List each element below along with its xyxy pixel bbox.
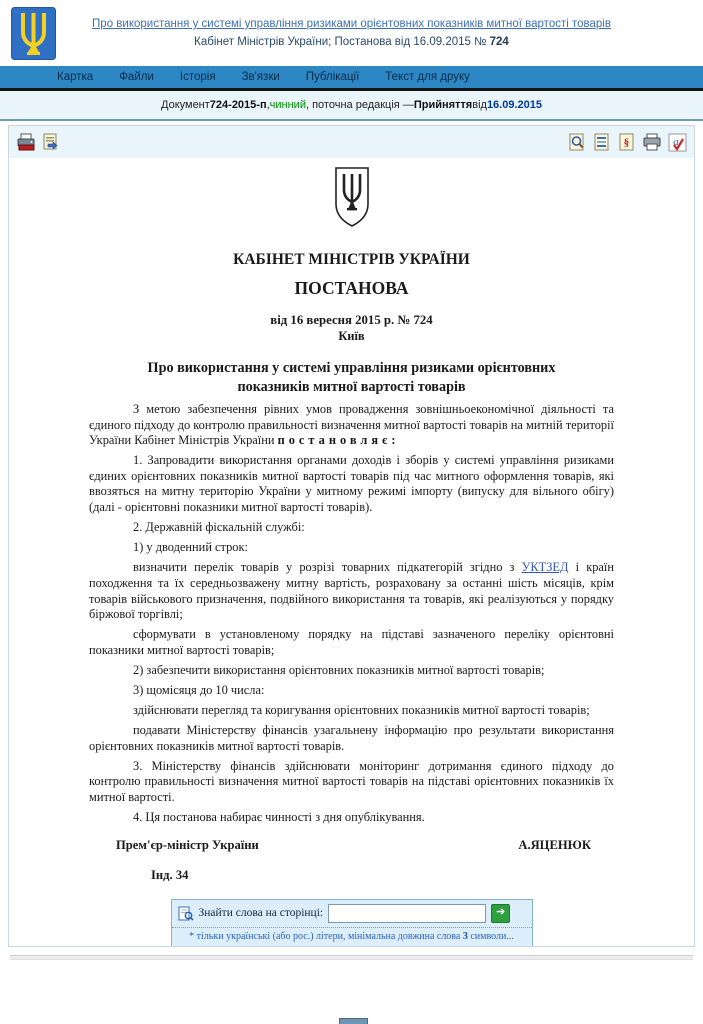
spellcheck-icon[interactable] [667,132,687,152]
uktzed-link[interactable]: УКТЗЕД [521,560,569,575]
resolves-emphasis: постановляє: [277,433,400,448]
find-words-hint: * тільки українські (або рос.) літери, мінімальна довжина слова 3 символи... [172,927,532,946]
paragraph-3: 3. Міністерству фінансів здійснювати моніторинг дотримання єдиного підходу до контролю правильності визначення митної вартості товарів на підставі орієнтовних показників їх митної вартості. [89,758,614,805]
nav-item-history[interactable]: Історія [179,71,216,83]
document-date-line: від 16 вересня 2015 р. № 724 [270,313,433,327]
find-in-text-icon[interactable] [567,132,587,152]
paragraph-2-3a: здійснювати перегляд та коригування орієнтовних показників митної вартості товарів; [133,703,590,718]
paragraph-2-1a: визначити перелік товарів у розрізі товарних підкатегорій згідно з УКТЗЕД і країн походження та їх середньозважену митну вартість, розраховану за останні шість місяців, крім товарів військового призначення, подвійного використання та товарів, які реалізуються у порядку біржової торгівлі; [89,560,614,622]
find-submit-button[interactable]: ➔ [491,904,510,923]
footer-partial-button[interactable] [339,1018,368,1024]
document-page [8,125,695,947]
status-prefix: Документ [161,99,210,111]
issuing-authority: КАБІНЕТ МІНІСТРІВ УКРАЇНИ [233,251,470,268]
document-subtitle: Кабінет Міністрів України; Постанова від 16.09.2015 № 724 [194,36,509,48]
paragraph-intro: З метою забезпечення рівних умов провадження зовнішньоекономічної діяльності та єдиного підходу до контролю правильності визначення митної вартості товарів на митній території України Кабінет Міністрів України постановляє: [89,402,614,448]
paragraph-2-1: 1) у дводенний строк: [133,540,248,555]
document-city: Київ [338,329,365,343]
status-doc-number: 724-2015-п [209,99,267,111]
signature-role: Прем'єр-міністр України [116,837,259,852]
index-note: Інд. 34 [151,867,189,882]
find-on-page-panel [171,899,533,947]
paragraph-2-1b: сформувати в установленому порядку на підставі зазначеного переліку орієнтовні показники митної вартості товарів; [89,627,614,657]
svg-text:§: § [623,137,630,149]
paragraph-2-3: 3) щомісяця до 10 числа: [133,683,265,697]
site-header [0,0,703,66]
document-toolbar [9,126,694,158]
document-content [9,166,694,947]
nav-item-files[interactable]: Файли [119,71,154,83]
document-type: ПОСТАНОВА [294,278,409,298]
svg-text:a: a [672,135,679,148]
nav-item-links[interactable]: Зв'язки [241,71,280,83]
save-icon[interactable] [41,132,61,152]
state-emblem-icon [89,166,614,228]
find-words-label: Знайти слова на сторінці: [198,907,324,920]
signature-block [89,838,614,853]
main-nav [0,66,703,91]
status-date: 16.09.2015 [486,99,542,111]
paragraph-2: 2. Державній фіскальній службі: [133,520,305,535]
find-words-icon [178,906,194,921]
bottom-divider [10,955,693,960]
status-valid-badge: чинний [269,99,306,111]
paragraph-2-3b: подавати Міністерству фінансів узагальнену інформацію про результати використання орієнтовних показників митної вартості товарів. [89,723,614,753]
status-action: Прийняття [413,99,473,111]
document-status-bar: Документ 724-2015-п , чинний , поточна редакція — Прийняття від 16.09.2015 [0,91,703,121]
document-title-link[interactable]: Про використання у системі управління ризиками орієнтовних показників митної вартості товарів [92,18,611,30]
paragraph-1: 1. Запровадити використання органами доходів і зборів у системі управління ризиками єдиних орієнтовних показників митної вартості товарів під час митного оформлення товарів, які ввозяться на митну територію України у митному режимі імпорту (випуску для вільного обігу) (далі - орієнтовні показники митної вартості товарів). [89,453,614,515]
ukraine-coat-of-arms-icon [11,7,56,60]
print-version-icon[interactable] [642,132,662,152]
nav-item-print-text[interactable]: Текст для друку [385,71,470,83]
paragraph-2-2: 2) забезпечити використання орієнтовних показників митної вартості товарів; [133,662,545,677]
nav-item-card[interactable]: Картка [57,71,94,83]
nav-item-publications[interactable]: Публікації [305,71,360,83]
paragraph-4: 4. Ця постанова набирає чинності з дня опублікування. [133,810,425,825]
paragraph-icon[interactable] [617,132,637,152]
document-text [89,402,614,826]
signature-name: А.ЯЦЕНЮК [518,837,591,852]
print-icon[interactable] [16,132,36,152]
fragments-icon[interactable] [592,132,612,152]
find-words-input[interactable] [328,904,486,923]
document-main-title: Про використання у системі управління ризиками орієнтовних показників митної вартості товарів [147,360,556,395]
